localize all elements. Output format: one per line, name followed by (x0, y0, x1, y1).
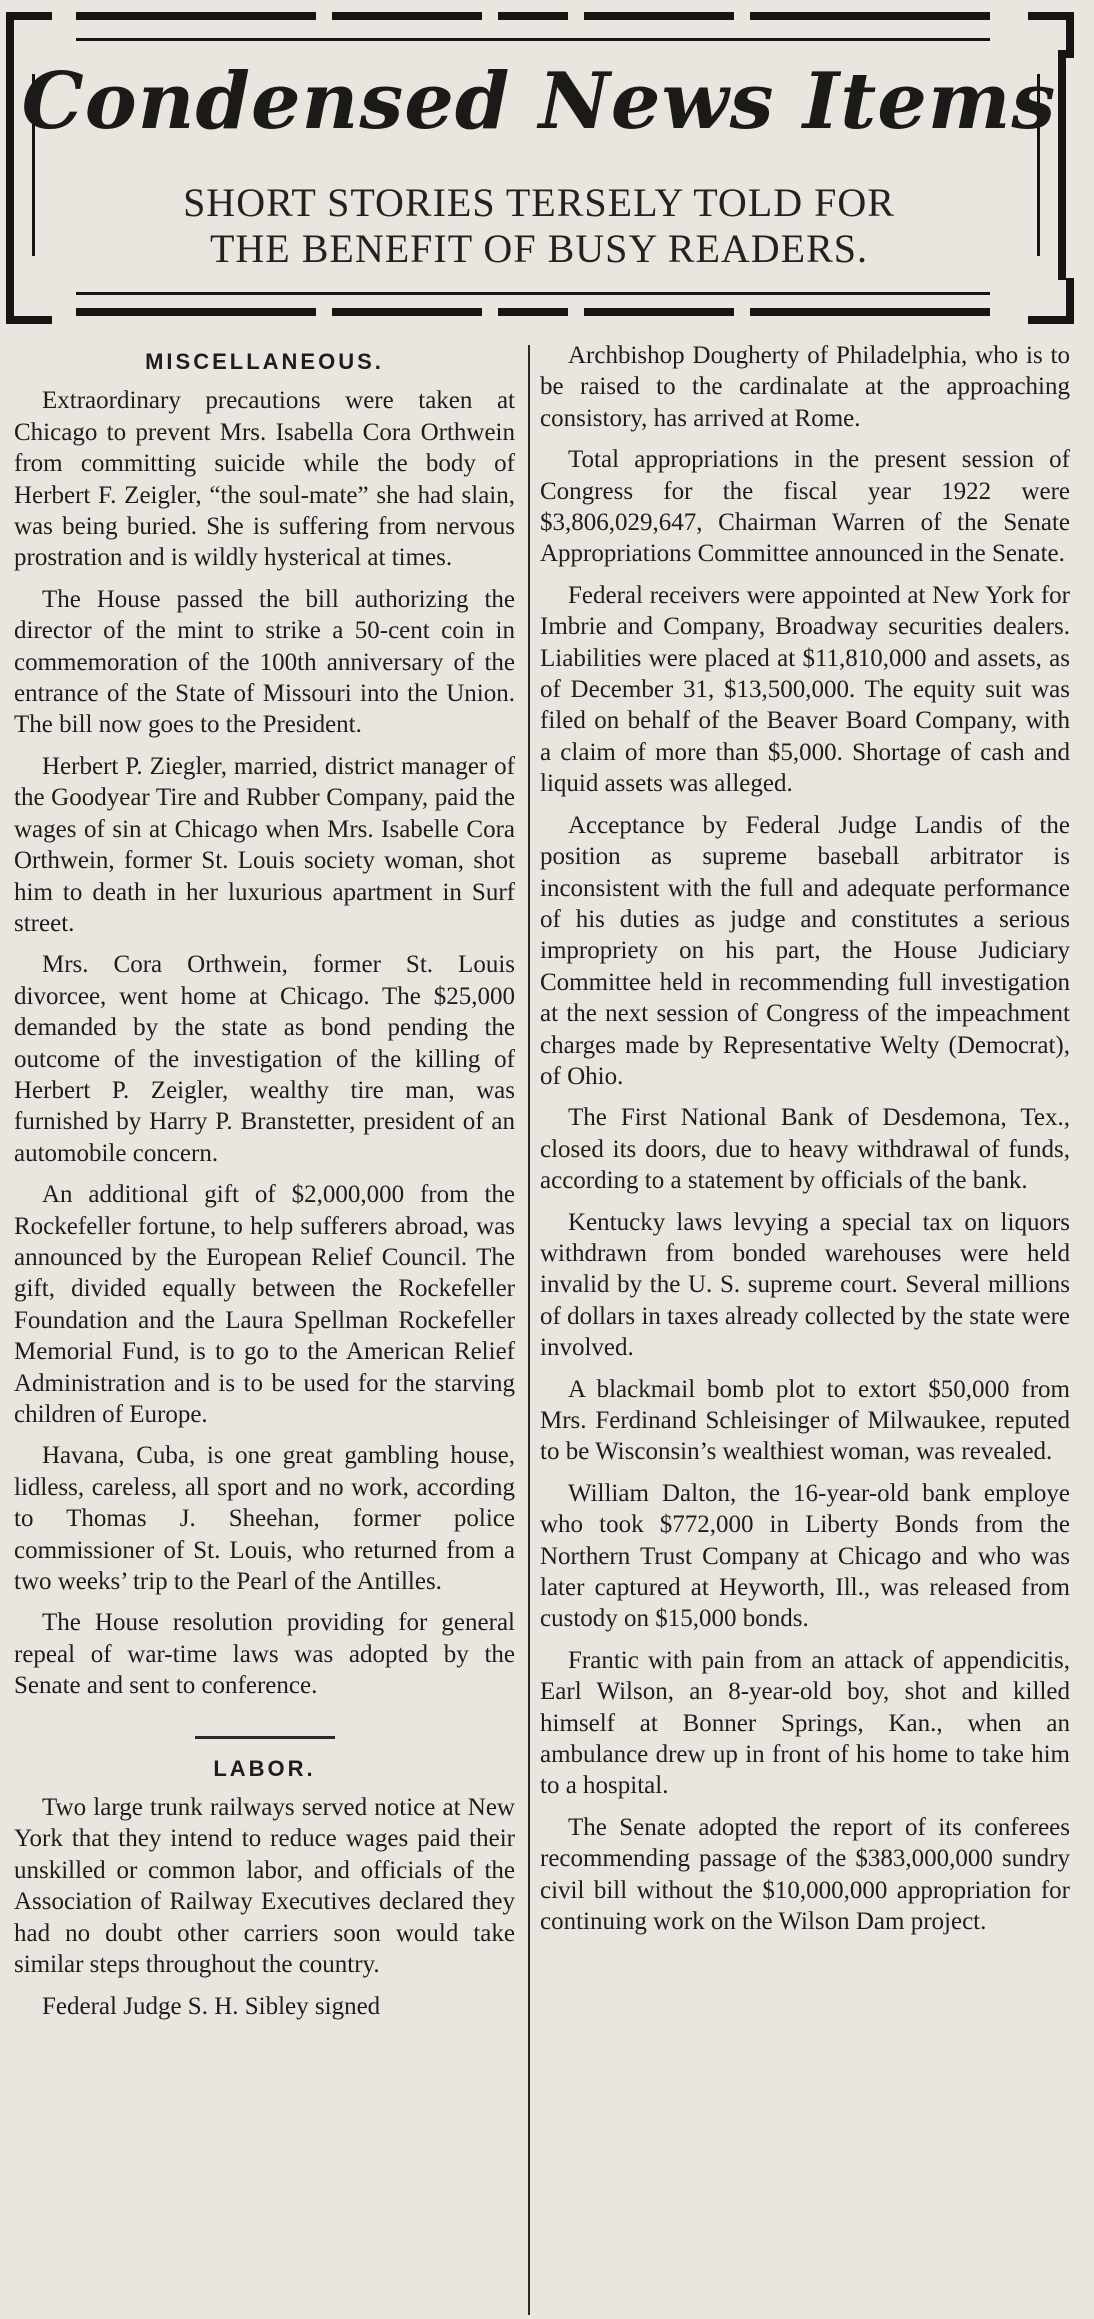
news-item: Havana, Cuba, is one great gambling house, lidless, careless, all sport and no work, according to Thomas J. Sheehan, former police commissioner of St. Louis, who returned from a two weeks’ trip to the Pearl of the Antilles. (14, 1442, 515, 1596)
bottom-border-segment (498, 308, 568, 316)
news-item: Federal receivers were appointed at New York for Imbrie and Company, Broadway securities dealers. Liabilities were placed at $11,810,000 and assets, as of December 31, $13,500,000. The equity suit was filed on behalf of the Beaver Board Company, with a claim of more than $5,000. Shortage of cash and liquid assets was alleged. (540, 581, 1070, 798)
top-border-segment (584, 12, 734, 20)
subtitle-line: THE BENEFIT OF BUSY READERS. (209, 226, 869, 271)
corner-ornament-top-right (1028, 12, 1074, 58)
top-border-segment (750, 12, 990, 20)
subtitle-line: SHORT STORIES TERSELY TOLD FOR (183, 180, 895, 225)
news-item: Total appropriations in the present session of Congress for the fiscal year 1922 were $3,806,029,647, Chairman Warren of the Senate Appropriations Committee announced in the Senate. (540, 446, 1070, 568)
news-item: Acceptance by Federal Judge Landis of the position as supreme baseball arbitrator is inconsistent with the full and adequate performance of his duties as judge and constitutes a serious impropriety on his part, the House Judiciary Committee held in recommending full investigation at the next session of Congress of the impeachment charges made by Representative Welty (Democrat), of Ohio. (540, 811, 1070, 1090)
news-item: A blackmail bomb plot to extort $50,000 from Mrs. Ferdinand Schleisinger of Milwaukee, reputed to be Wisconsin’s wealthiest woman, was revealed. (540, 1375, 1070, 1466)
news-item: Kentucky laws levying a special tax on liquors withdrawn from bonded warehouses were held invalid by the U. S. supreme court. Several millions of dollars in taxes already collected by the state were involved. (540, 1208, 1070, 1362)
section-heading-miscellaneous: MISCELLANEOUS. (145, 349, 384, 374)
bottom-border-segment (332, 308, 482, 316)
top-border-segment (332, 12, 482, 20)
column-divider (528, 345, 530, 2315)
corner-ornament-bottom-right (1028, 278, 1074, 324)
news-item: Mrs. Cora Orthwein, former St. Louis divorcee, went home at Chicago. The $25,000 demanded by the state as bond pending the outcome of the investigation of the killing of Herbert P. Zeigler, wealthy tire man, was furnished by Harry P. Branstetter, president of an automobile concern. (14, 951, 515, 1167)
bottom-border-segment (76, 308, 316, 316)
news-item: The Senate adopted the report of its conferees recommending passage of the $383,000,000 sundry civil bill without the $10,000,000 appropriation for continuing work on the Wilson Dam project. (540, 1813, 1070, 1936)
news-item: William Dalton, the 16-year-old bank employe who took $772,000 in Liberty Bonds from the Northern Trust Company at Chicago and who was later captured at Heyworth, Ill., was released from custody on $15,000 bonds. (540, 1479, 1070, 1633)
corner-ornament-bottom-left (6, 278, 52, 324)
news-item: The First National Bank of Desdemona, Tex., closed its doors, due to heavy withdrawal of funds, according to a statement by officials of the bank. (540, 1104, 1070, 1195)
top-border-segment (498, 12, 568, 20)
top-border-line (76, 38, 990, 41)
right-column (540, 340, 1070, 2315)
news-item: An additional gift of $2,000,000 from the Rockefeller fortune, to help sufferers abroad, was announced by the European Relief Council. The gift, divided equally between the Rockefeller Foundation and the Laura Spellman Rockefeller Memorial Fund, is to go to the American Relief Administration and is to be used for the starving children of Europe. (14, 1181, 515, 1428)
bottom-border-line (76, 292, 990, 295)
section-heading-labor: LABOR. (213, 1755, 316, 1781)
bottom-border-segment (584, 308, 734, 316)
news-item: The House resolution providing for general repeal of war-time laws was adopted by the Senate and sent to conference. (14, 1609, 515, 1700)
news-item: Two large trunk railways served notice at New York that they intend to reduce wages paid their unskilled or common labor, and officials of the Association of Railway Executives declared they had no doubt other carriers soon would take similar steps throughout the country. (14, 1794, 515, 1979)
section-divider (195, 1736, 335, 1739)
left-column (0, 340, 515, 2315)
bottom-border-segment (750, 308, 990, 316)
news-item: The House passed the bill authorizing the director of the mint to strike a 50-cent coin in commemoration of the 100th anniversary of the entrance of the State of Missouri into the Union. The bill now goes to the President. (14, 585, 515, 739)
masthead-box (6, 4, 1072, 326)
news-item: Herbert P. Ziegler, married, district manager of the Goodyear Tire and Rubber Company, paid the wages of sin at Chicago when Mrs. Isabelle Cora Orthwein, former St. Louis society woman, shot him to death in her luxurious apartment in Surf street. (14, 752, 515, 937)
news-item: Federal Judge S. H. Sibley signed (42, 1992, 381, 2020)
subtitle (6, 180, 1072, 272)
page-title: Condensed News Items (21, 56, 1057, 147)
corner-ornament-top-left (6, 12, 52, 58)
news-item: Extraordinary precautions were taken at Chicago to prevent Mrs. Isabella Cora Orthwein from committing suicide while the body of Herbert F. Zeigler, “the soul-mate” she had slain, was being buried. She is suffering from nervous prostration and is wildly hysterical at times. (14, 387, 515, 572)
news-item: Frantic with pain from an attack of appendicitis, Earl Wilson, an 8-year-old boy, shot and killed himself at Bonner Springs, Kan., when an ambulance drew up in front of his home to take him to a hospital. (540, 1646, 1070, 1800)
top-border-segment (76, 12, 316, 20)
news-item: Archbishop Dougherty of Philadelphia, who is to be raised to the cardinalate at the approaching consistory, has arrived at Rome. (540, 342, 1070, 432)
